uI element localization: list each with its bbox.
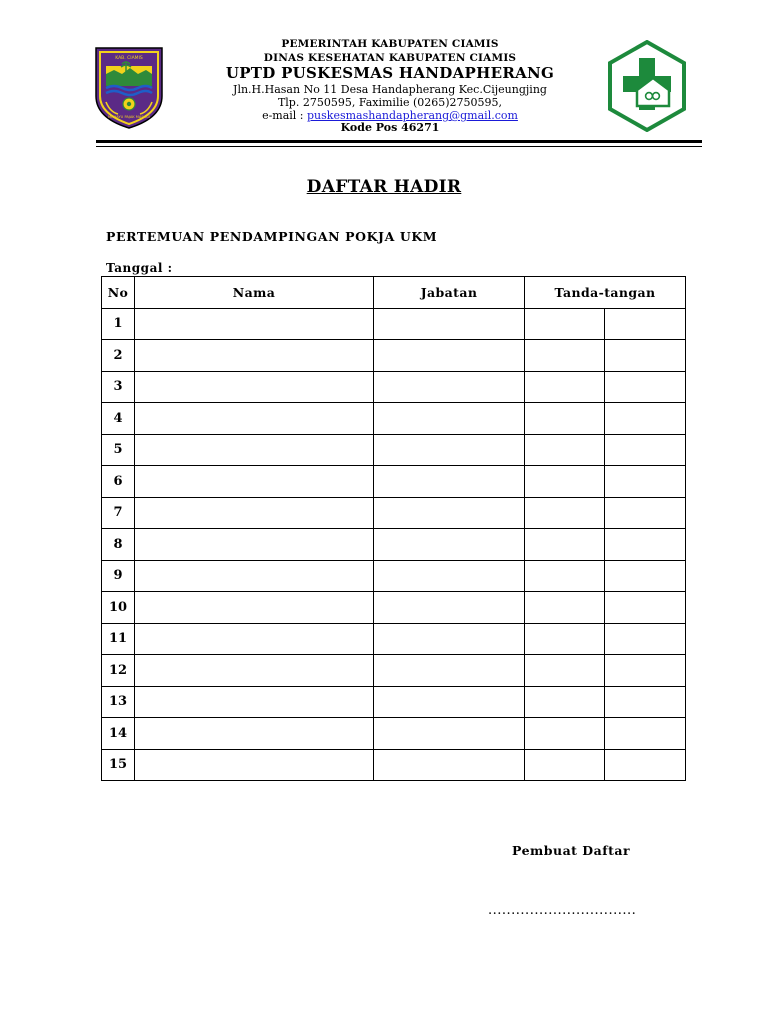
letterhead-rule-thick [96, 140, 702, 143]
signature-cell-right[interactable] [605, 466, 686, 498]
maker-label: Pembuat Daftar [512, 843, 631, 858]
signature-cell-right[interactable] [605, 340, 686, 372]
dept-line: DINAS KESEHATAN KABUPATEN CIAMIS [263, 52, 517, 64]
signature-cell-right[interactable] [605, 497, 686, 529]
table-row [102, 403, 686, 435]
table-row [102, 466, 686, 498]
table-row [102, 749, 686, 781]
row-number: 11 [102, 623, 135, 655]
header-name: Nama [135, 277, 374, 309]
postal-line: Kode Pos 46271 [340, 121, 440, 134]
name-cell[interactable] [135, 497, 374, 529]
table-row [102, 655, 686, 687]
position-cell[interactable] [374, 718, 525, 750]
signature-cell-left[interactable] [525, 340, 605, 372]
signature-cell-right[interactable] [605, 749, 686, 781]
name-cell[interactable] [135, 560, 374, 592]
name-cell[interactable] [135, 466, 374, 498]
document-title: DAFTAR HADIR [306, 177, 462, 197]
signature-cell-left[interactable] [525, 592, 605, 624]
table-row [102, 623, 686, 655]
signature-cell-right[interactable] [605, 371, 686, 403]
name-cell[interactable] [135, 686, 374, 718]
signature-cell-left[interactable] [525, 623, 605, 655]
email-label: e-mail : [262, 109, 308, 122]
signature-cell-right[interactable] [605, 718, 686, 750]
signature-cell-left[interactable] [525, 434, 605, 466]
name-cell[interactable] [135, 749, 374, 781]
position-cell[interactable] [374, 340, 525, 372]
position-cell[interactable] [374, 592, 525, 624]
position-cell[interactable] [374, 466, 525, 498]
signature-cell-left[interactable] [525, 686, 605, 718]
crest-text-bottom: MAHAYU PAJAK MASAGI [108, 115, 150, 119]
name-cell[interactable] [135, 718, 374, 750]
date-label: Tanggal : [106, 261, 173, 275]
crest-text-top: KAB. CIAMIS [115, 56, 143, 61]
signature-cell-right[interactable] [605, 529, 686, 561]
table-row [102, 308, 686, 340]
attendance-table [101, 276, 686, 781]
signature-cell-left[interactable] [525, 403, 605, 435]
signature-cell-right[interactable] [605, 403, 686, 435]
name-cell[interactable] [135, 655, 374, 687]
letterhead-rule-thin [96, 146, 702, 147]
name-cell[interactable] [135, 592, 374, 624]
header-signature: Tanda-tangan [525, 277, 686, 309]
position-cell[interactable] [374, 686, 525, 718]
position-cell[interactable] [374, 371, 525, 403]
position-cell[interactable] [374, 308, 525, 340]
table-row [102, 718, 686, 750]
header-no: No [102, 277, 135, 309]
name-cell[interactable] [135, 623, 374, 655]
signature-cell-left[interactable] [525, 308, 605, 340]
row-number: 6 [102, 466, 135, 498]
row-number: 14 [102, 718, 135, 750]
row-number: 2 [102, 340, 135, 372]
signature-cell-left[interactable] [525, 718, 605, 750]
row-number: 7 [102, 497, 135, 529]
position-cell[interactable] [374, 497, 525, 529]
gov-line: PEMERINTAH KABUPATEN CIAMIS [281, 38, 499, 50]
row-number: 8 [102, 529, 135, 561]
row-number: 1 [102, 308, 135, 340]
header-position: Jabatan [374, 277, 525, 309]
name-cell[interactable] [135, 434, 374, 466]
signature-cell-right[interactable] [605, 434, 686, 466]
puskesmas-logo [607, 40, 687, 132]
signature-cell-left[interactable] [525, 497, 605, 529]
row-number: 9 [102, 560, 135, 592]
table-row [102, 560, 686, 592]
position-cell[interactable] [374, 749, 525, 781]
signature-cell-left[interactable] [525, 560, 605, 592]
signature-cell-right[interactable] [605, 560, 686, 592]
name-cell[interactable] [135, 529, 374, 561]
row-number: 10 [102, 592, 135, 624]
name-cell[interactable] [135, 371, 374, 403]
signature-cell-left[interactable] [525, 371, 605, 403]
signature-cell-left[interactable] [525, 529, 605, 561]
signature-cell-left[interactable] [525, 749, 605, 781]
address-line: Jln.H.Hasan No 11 Desa Handapherang Kec.Cijeungjing [233, 83, 547, 96]
name-cell[interactable] [135, 308, 374, 340]
row-number: 5 [102, 434, 135, 466]
position-cell[interactable] [374, 560, 525, 592]
position-cell[interactable] [374, 655, 525, 687]
table-row [102, 434, 686, 466]
row-number: 4 [102, 403, 135, 435]
org-name: UPTD PUSKESMAS HANDAPHERANG [225, 64, 555, 82]
position-cell[interactable] [374, 434, 525, 466]
row-number: 12 [102, 655, 135, 687]
name-cell[interactable] [135, 340, 374, 372]
row-number: 15 [102, 749, 135, 781]
table-header-row [102, 277, 686, 309]
table-row [102, 371, 686, 403]
signature-cell-right[interactable] [605, 592, 686, 624]
position-cell[interactable] [374, 529, 525, 561]
signature-cell-right[interactable] [605, 686, 686, 718]
ciamis-crest-logo [92, 44, 166, 130]
signature-cell-left[interactable] [525, 655, 605, 687]
table-row [102, 529, 686, 561]
row-number: 13 [102, 686, 135, 718]
position-cell[interactable] [374, 623, 525, 655]
table-row [102, 497, 686, 529]
table-row [102, 686, 686, 718]
email-link[interactable]: puskesmashandapherang@gmail.com [307, 109, 518, 122]
signature-cell-right[interactable] [605, 308, 686, 340]
signature-cell-right[interactable] [605, 623, 686, 655]
meeting-title: PERTEMUAN PENDAMPINGAN POKJA UKM [106, 229, 438, 244]
signature-line: ................................ [488, 903, 637, 918]
table-row [102, 340, 686, 372]
phone-line: Tlp. 2750595, Faximilie (0265)2750595, [277, 96, 503, 109]
position-cell[interactable] [374, 403, 525, 435]
table-body [102, 308, 686, 781]
table-row [102, 592, 686, 624]
name-cell[interactable] [135, 403, 374, 435]
signature-cell-left[interactable] [525, 466, 605, 498]
row-number: 3 [102, 371, 135, 403]
signature-cell-right[interactable] [605, 655, 686, 687]
